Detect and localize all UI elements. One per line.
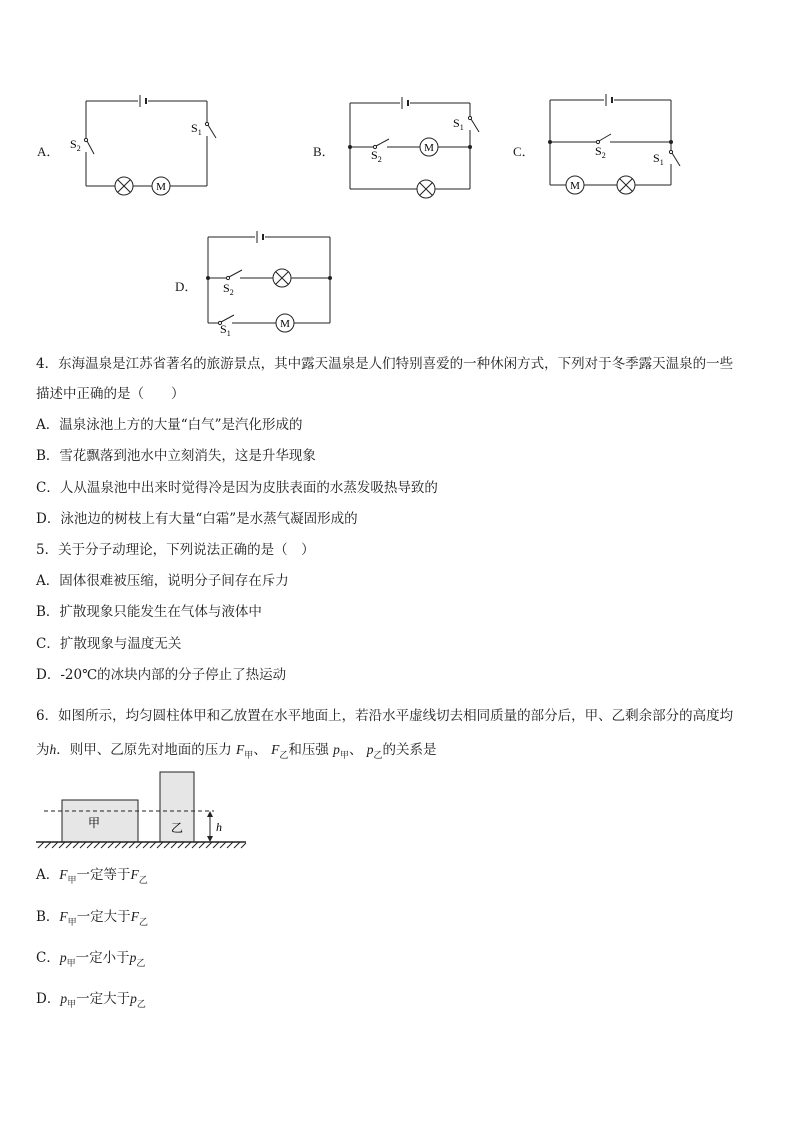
label-yi: 乙	[170, 821, 184, 835]
q5-option-d: D．-20℃的冰块内部的分子停止了热运动	[36, 667, 287, 683]
svg-text:S2: $S_2$	[595, 144, 606, 160]
label-h: h	[216, 820, 222, 834]
q4-stem-line1: 4．东海温泉是江苏省著名的旅游景点，其中露天温泉是人们特别喜爱的一种休闲方式，下列对于冬季露天温泉的一些	[36, 356, 734, 372]
circuit-b-diagram	[340, 88, 490, 203]
q5-option-b: B．扩散现象只能发生在气体与液体中	[36, 604, 262, 620]
q4-option-c: C．人从温泉池中出来时觉得冷是因为皮肤表面的水蒸发吸热导致的	[36, 480, 438, 496]
svg-text:S1: $S_1$	[653, 151, 664, 167]
ground-hatching	[38, 842, 246, 848]
q5-option-c: C．扩散现象与温度无关	[36, 636, 182, 652]
q6-cylinders-figure	[36, 768, 251, 853]
q4-option-a: A．温泉泳池上方的大量“白气”是汽化形成的	[36, 417, 303, 433]
option-b-label: B．	[313, 144, 335, 159]
q6-stem-line2: 为h．则甲、乙原先对地面的压力 $F_甲$、 $F_乙$和压强 $p_甲$、 $p_乙$的关系是	[36, 742, 437, 761]
q4-stem-line2: 描述中正确的是（ ）	[36, 386, 185, 402]
svg-text:S2: $S_2$	[223, 281, 234, 297]
label-jia: 甲	[87, 816, 101, 830]
option-d-label: D．	[175, 279, 198, 294]
q6-stem-line1: 6．如图所示，均匀圆柱体甲和乙放置在水平地面上，若沿水平虚线切去相同质量的部分后，甲、乙剩余部分的高度均	[36, 708, 734, 724]
svg-text:S1: $S_1$	[220, 322, 231, 338]
q6-option-a: A．$F_甲$一定等于$F_乙$	[36, 867, 148, 886]
switch-s1-blade	[208, 125, 216, 138]
svg-text:S2: $S_2$	[371, 148, 382, 164]
q5-option-a: A．固体很难被压缩，说明分子间存在斥力	[36, 573, 289, 589]
q6-option-d: D．$p_甲$一定大于$p_乙$	[36, 991, 146, 1010]
svg-text:M: M	[570, 180, 580, 192]
s1-label: $S_1$	[191, 121, 202, 137]
svg-text:M: M	[424, 142, 434, 154]
q5-stem: 5．关于分子动理论，下列说法正确的是（ ）	[36, 542, 315, 558]
motor-label: M	[156, 181, 166, 193]
q4-option-b: B．雪花飘落到池水中立刻消失，这是升华现象	[36, 448, 316, 464]
s2-label: $S_2$	[70, 137, 81, 153]
q6-option-b: B．$F_甲$一定大于$F_乙$	[36, 909, 148, 928]
option-a-label: A．	[37, 144, 60, 159]
svg-text:M: M	[280, 318, 290, 330]
circuit-d-diagram	[200, 225, 340, 340]
q6-option-c: C．$p_甲$一定小于$p_乙$	[36, 950, 146, 969]
circuit-a-diagram	[60, 88, 220, 198]
switch-s2-blade	[87, 141, 94, 154]
svg-text:S1: $S_1$	[453, 116, 464, 132]
q4-option-d: D．泳池边的树枝上有大量“白霜”是水蒸气凝固形成的	[36, 511, 358, 527]
circuit-c-diagram	[540, 88, 690, 198]
option-c-label: C．	[513, 144, 535, 159]
